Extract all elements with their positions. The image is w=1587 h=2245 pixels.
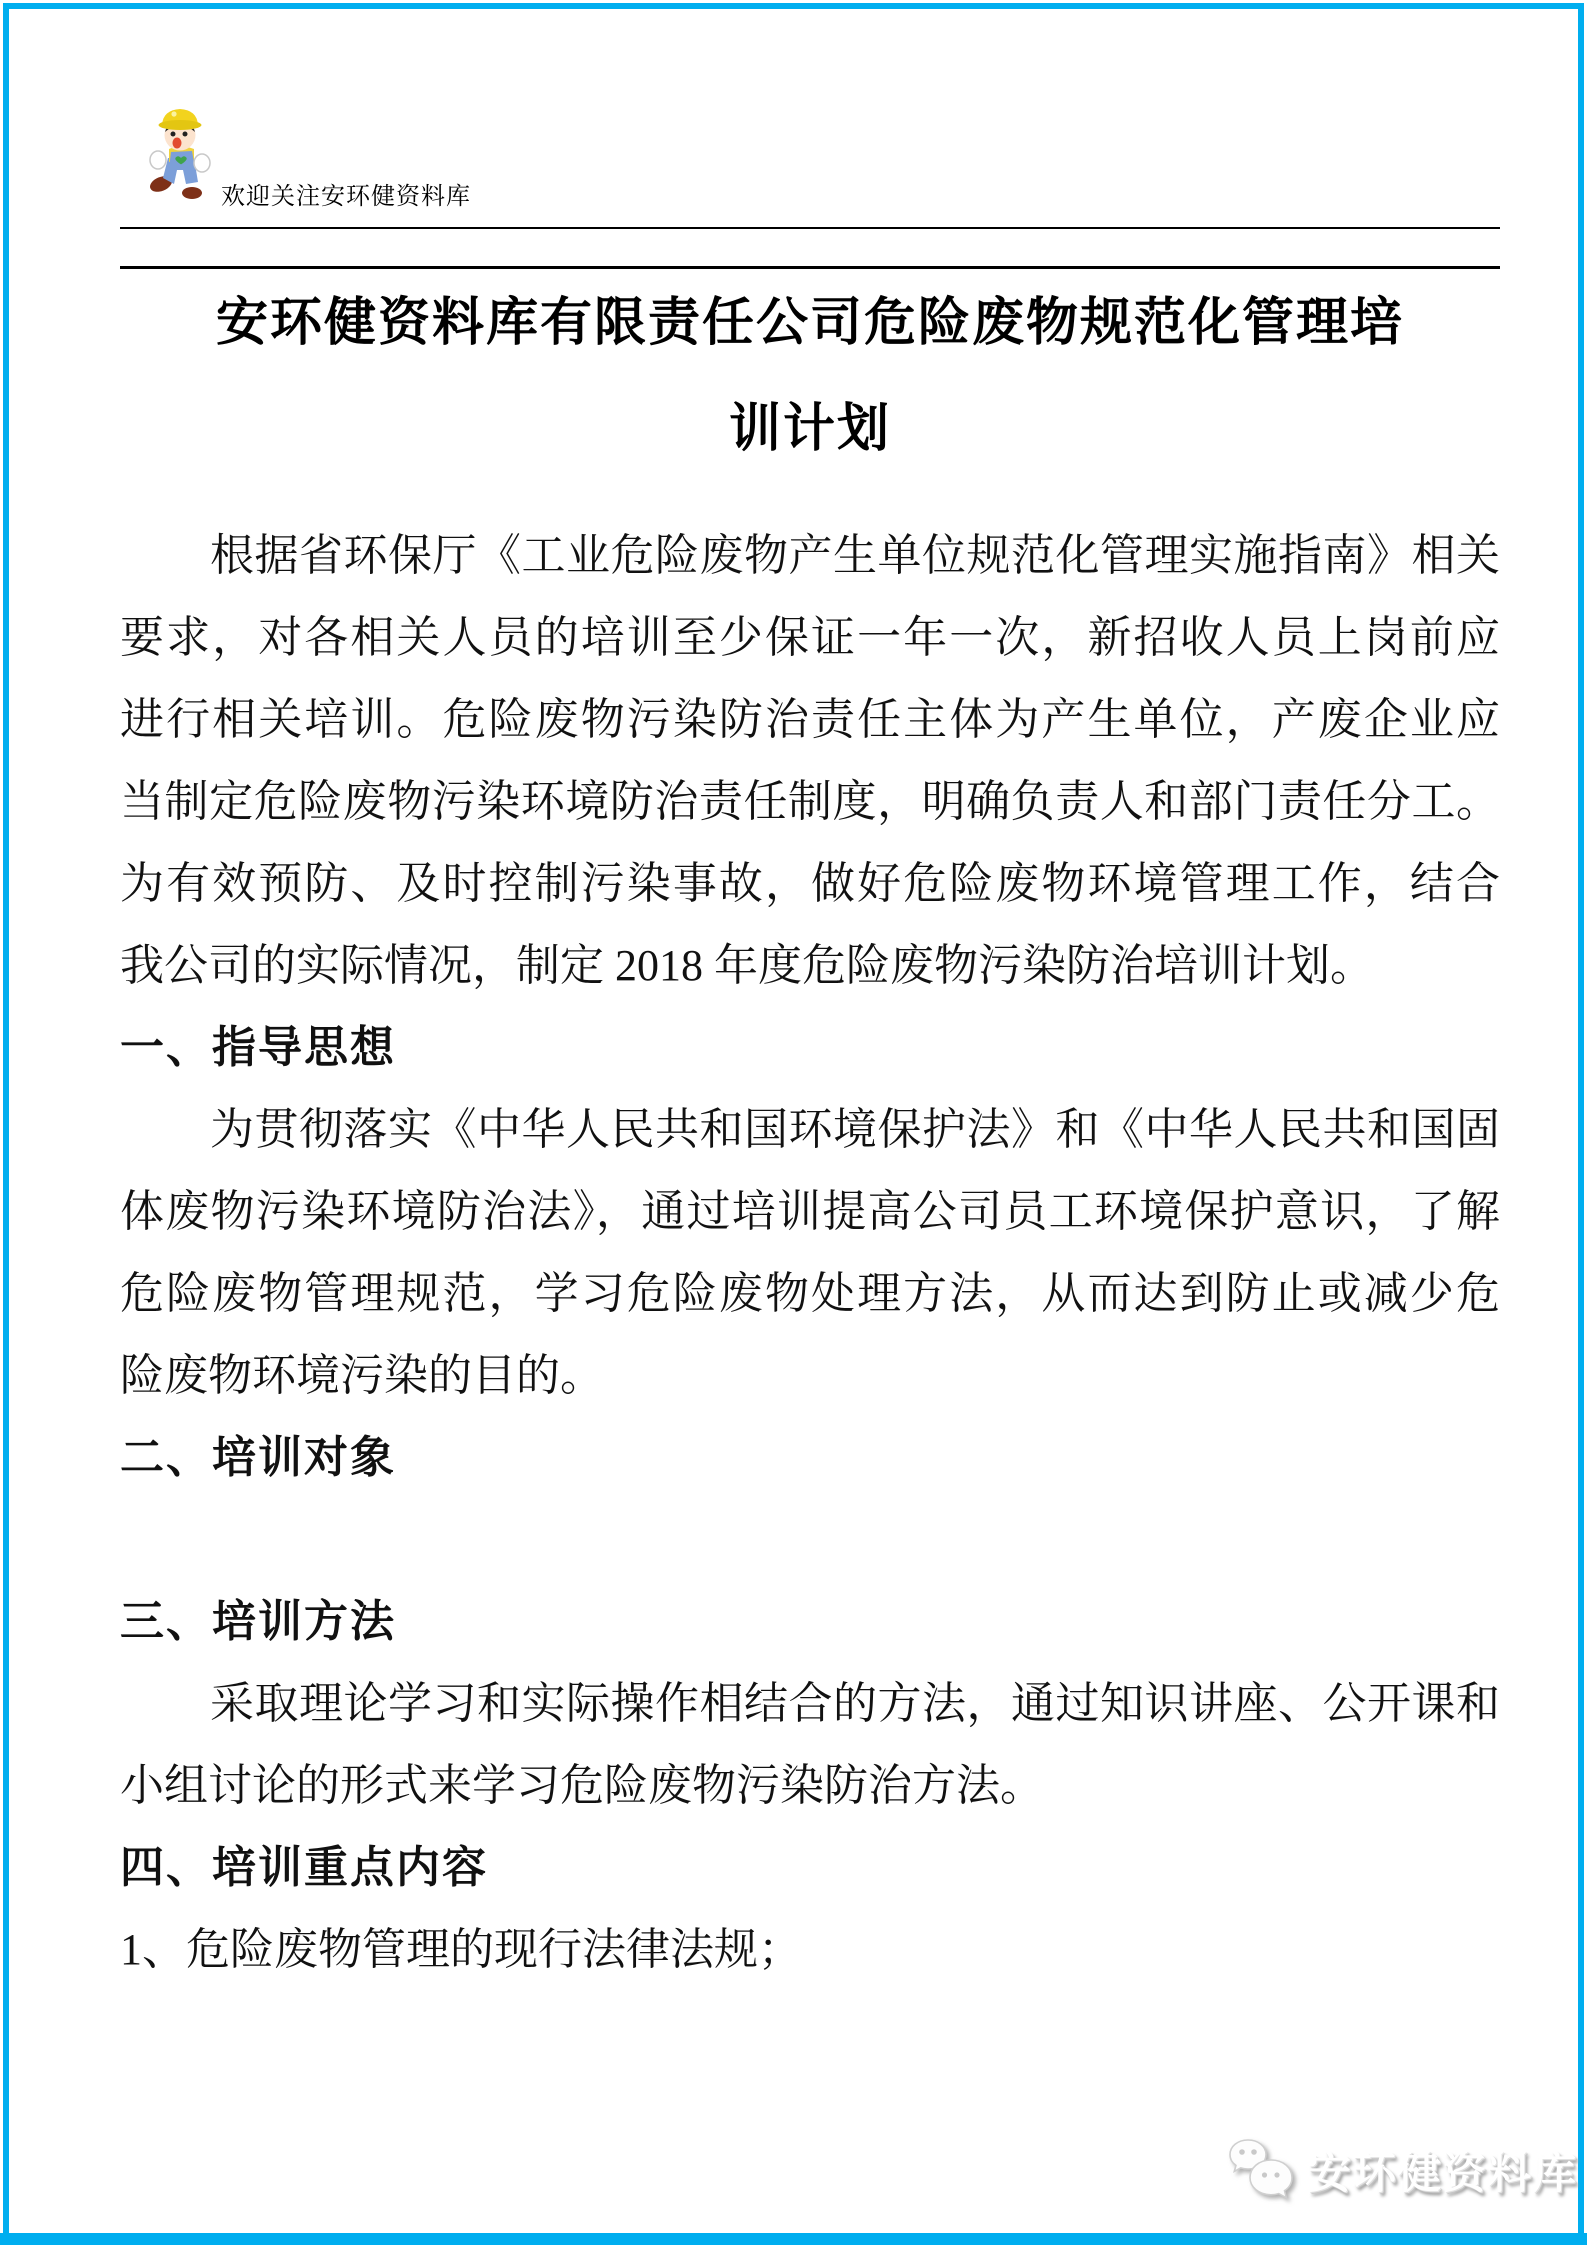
doc-line: 为贯彻落实《中华人民共和国环境保护法》和《中华人民共和国固 (210, 1105, 1500, 1154)
doc-line: 根据省环保厅《工业危险废物产生单位规范化管理实施指南》相关 (210, 531, 1500, 580)
blank-line (120, 1499, 1500, 1581)
doc-line: 为有效预防、及时控制污染事故，做好危险废物环境管理工作，结合 (120, 859, 1500, 908)
section-heading: 二、培训对象 (120, 1433, 396, 1482)
header-rule-thick (120, 266, 1500, 269)
title-line-2: 训计划 (728, 400, 891, 458)
header-welcome-text: 欢迎关注安环健资料库 (221, 183, 471, 210)
doc-line: 危险废物管理规范，学习危险废物处理方法，从而达到防止或减少危 (120, 1269, 1500, 1318)
document-lines (120, 515, 1500, 1991)
section-heading: 四、培训重点内容 (120, 1843, 488, 1892)
wechat-icon (1226, 2138, 1296, 2202)
doc-line: 1、危险废物管理的现行法律法规； (120, 1925, 802, 1974)
doc-line: 采取理论学习和实际操作相结合的方法，通过知识讲座、公开课和 (210, 1679, 1500, 1728)
doc-line: 我公司的实际情况，制定 2018 年度危险废物污染防治培训计划。 (120, 941, 1374, 990)
title-line-1: 安环健资料库有限责任公司危险废物规范化管理培 (215, 294, 1404, 352)
doc-line: 进行相关培训。危险废物污染防治责任主体为产生单位，产废企业应 (120, 695, 1500, 744)
section-heading: 一、指导思想 (120, 1023, 396, 1072)
doc-line: 当制定危险废物污染环境防治责任制度，明确负责人和部门责任分工。 (120, 777, 1500, 826)
footer-brand (1226, 2138, 1578, 2202)
doc-line: 体废物污染环境防治法》，通过培训提高公司员工环境保护意识，了解 (120, 1187, 1500, 1236)
document-title (120, 270, 1500, 482)
worker-mascot-icon (148, 104, 212, 200)
section-heading: 三、培训方法 (120, 1597, 396, 1646)
page-border-bottom (0, 2233, 1587, 2245)
header-rule-thin (120, 227, 1500, 229)
doc-line: 要求，对各相关人员的培训至少保证一年一次，新招收人员上岗前应 (120, 613, 1500, 662)
doc-line: 险废物环境污染的目的。 (120, 1351, 604, 1400)
doc-line: 小组讨论的形式来学习危险废物污染防治方法。 (120, 1761, 1044, 1810)
footer-brand-text: 安环健资料库 (1308, 2149, 1578, 2198)
